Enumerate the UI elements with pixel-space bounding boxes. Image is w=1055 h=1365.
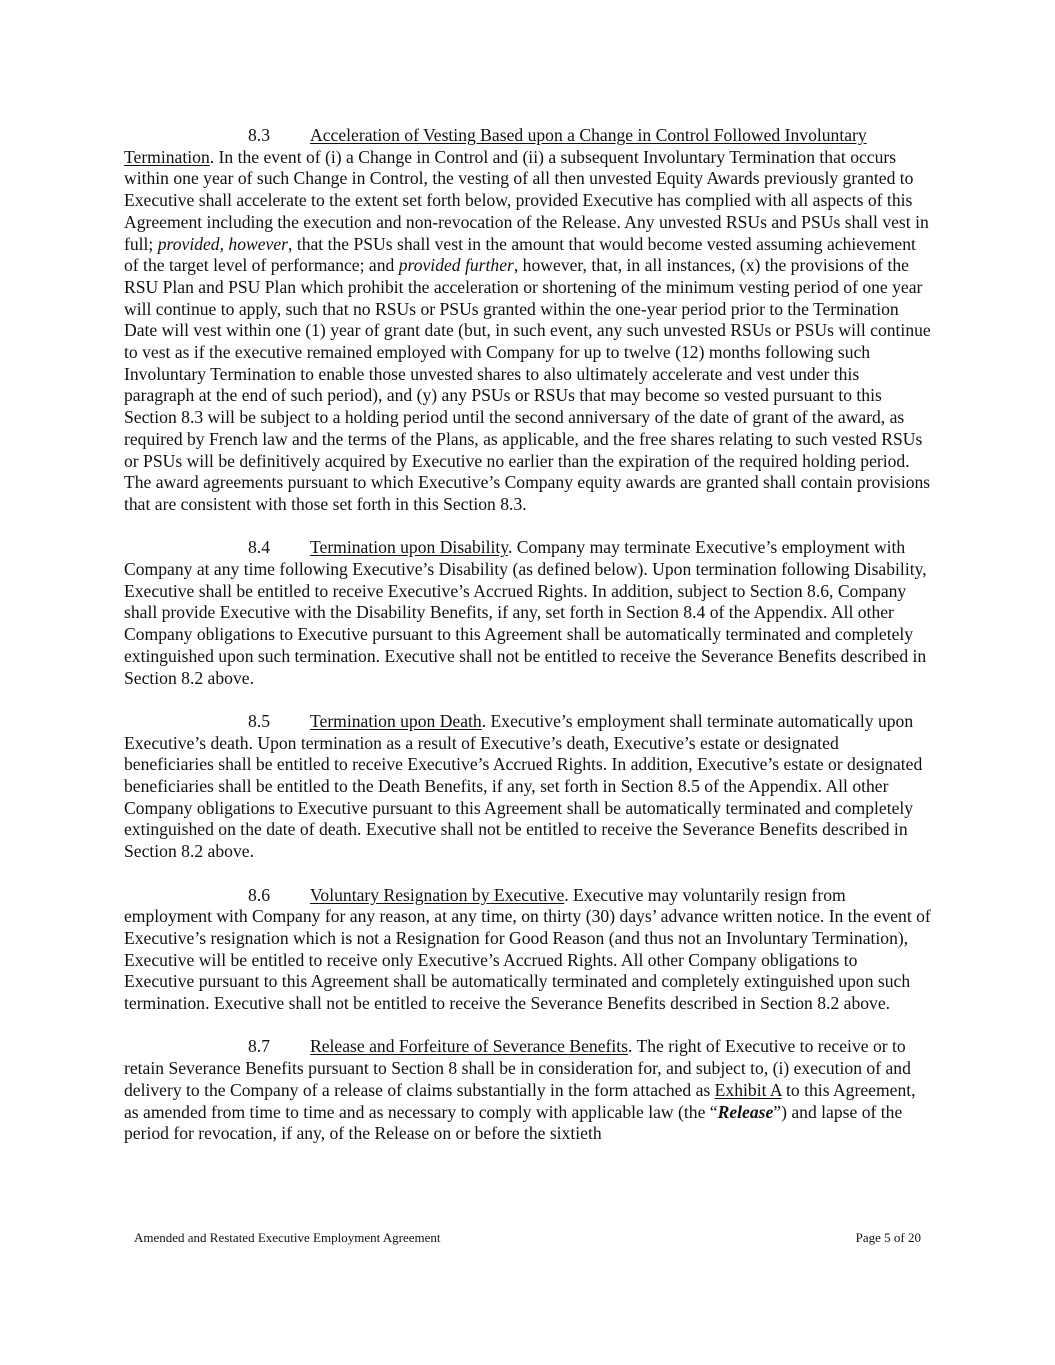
defined-term-release: Release xyxy=(717,1101,774,1122)
italic-phrase: provided, however xyxy=(157,233,289,254)
section-text: , however, that, in all instances, (x) the provisions of the RSU Plan and PSU Plan which prohibit the acceleration or shortening of the minimum vesting period of one year will continue to apply, such that no RSUs or PSUs granted within the one-year period prior to the Termination Date will vest within one (1) year of grant date (but, in such event, any such unvested RSUs or PSUs will continue to vest as if the executive remained employed with Company for up to twelve (12) months following such Involuntary Termination to enable those unvested shares to also ultimately accelerate and vest under this paragraph at the end of such period), and (y) any PSUs or RSUs that may become so vested pursuant to this Section 8.3 will be subject to a holding period until the second anniversary of the date of grant of the award, as required by French law and the terms of the Plans, as applicable, and the free shares relating to such vested RSUs or PSUs will be definitively acquired by Executive no earlier than the expiration of the required holding period. The award agreements pursuant to which Executive’s Company equity awards are granted shall contain provisions that are consistent with those set forth in this Section 8.3. xyxy=(124,255,931,514)
section-text: . Executive’s employment shall terminate automatically upon Executive’s death. Upon termination as a result of Executive’s death, Executive’s estate or designated beneficiaries shall be entitled to receive Executive’s Accrued Rights. In addition, Executive’s estate or designated beneficiaries shall be entitled to the Death Benefits, if any, set forth in Section 8.5 of the Appendix. All other Company obligations to Executive pursuant to this Agreement shall be automatically terminated and completely extinguished on the date of death. Executive shall not be entitled to receive the Severance Benefits described in Section 8.2 above. xyxy=(124,710,923,862)
section-heading: Termination upon Death xyxy=(310,710,482,731)
document-body xyxy=(124,125,932,1167)
section-8-5 xyxy=(124,711,932,863)
section-number: 8.4 xyxy=(248,537,270,558)
section-text: . Executive may voluntarily resign from employment with Company for any reason, at any time, on thirty (30) days’ advance written notice. In the event of Executive’s resignation which is not a Resignation for Good Reason (and thus not an Involuntary Termination), Executive will be entitled to receive only Executive’s Accrued Rights. All other Company obligations to Executive pursuant to this Agreement shall be automatically terminated and completely extinguished upon such termination. Executive shall not be entitled to receive the Severance Benefits described in Section 8.2 above. xyxy=(124,884,931,1014)
section-text: ”) and lapse of the period for revocation, if any, of the Release on or before the sixtieth xyxy=(124,1101,903,1144)
section-heading: Termination upon Disability xyxy=(310,537,508,558)
footer-title: Amended and Restated Executive Employment Agreement xyxy=(134,1230,441,1245)
section-8-4 xyxy=(124,537,932,689)
section-heading: Acceleration of Vesting Based upon a Change in Control Followed Involuntary Termination xyxy=(124,125,867,167)
italic-phrase: provided further xyxy=(398,255,514,276)
section-8-6 xyxy=(124,885,932,1015)
section-text: , that the PSUs shall vest in the amount that would become vested assuming achievement of the target level of performance; and xyxy=(124,233,916,276)
section-8-7 xyxy=(124,1036,932,1145)
section-heading: Voluntary Resignation by Executive xyxy=(310,884,565,905)
section-number: 8.6 xyxy=(248,884,270,905)
section-number: 8.5 xyxy=(248,710,270,731)
section-text: to this Agreement, as amended from time to time and as necessary to comply with applicable law (the “ xyxy=(124,1079,916,1122)
section-heading: Release and Forfeiture of Severance Benefits xyxy=(310,1036,629,1057)
section-text: . Company may terminate Executive’s employment with Company at any time following Executive’s Disability (as defined below). Upon termination following Disability, Executive shall be entitled to receive Executive’s Accrued Rights. In addition, subject to Section 8.6, Company shall provide Executive with the Disability Benefits, if any, set forth in Section 8.4 of the Appendix. All other Company obligations to Executive pursuant to this Agreement shall be automatically terminated and completely extinguished upon such termination. Executive shall not be entitled to receive the Severance Benefits described in Section 8.2 above. xyxy=(124,537,927,688)
section-text: . The right of Executive to receive or to retain Severance Benefits pursuant to Section 8 shall be in consideration for, and subject to, (i) execution of and delivery to the Company of a release of claims substantially in the form attached as xyxy=(124,1036,911,1100)
section-8-3 xyxy=(124,125,932,516)
section-text: . In the event of (i) a Change in Control and (ii) a subsequent Involuntary Termination that occurs within one year of such Change in Control, the vesting of all then unvested Equity Awards previously granted to Executive shall accelerate to the extent set forth below, provided Executive has complied with all aspects of this Agreement including the execution and non-revocation of the Release. Any unvested RSUs and PSUs shall vest in full; xyxy=(124,146,929,254)
section-number: 8.7 xyxy=(248,1036,270,1057)
section-number: 8.3 xyxy=(248,125,270,145)
page-footer xyxy=(134,1230,921,1246)
exhibit-reference: Exhibit A xyxy=(714,1079,782,1100)
page-number: Page 5 of 20 xyxy=(855,1230,921,1245)
